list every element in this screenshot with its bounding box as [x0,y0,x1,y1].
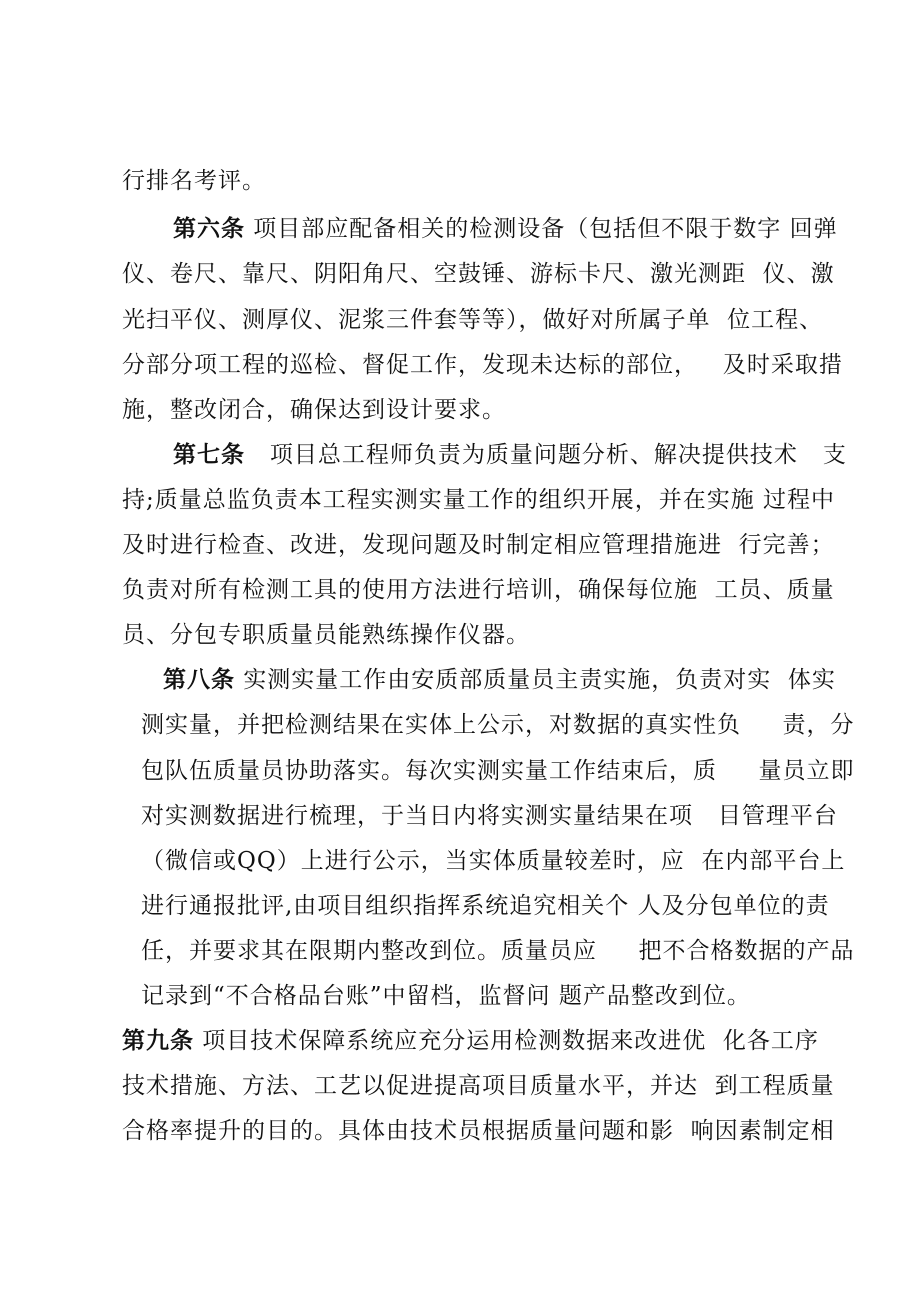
text-line [122,1026,819,1056]
text-line: 包队伍质量员协助落实。每次实测实量工作结束后，质 量员立即 [141,758,855,784]
text-line: 分部分项工程的巡检、督促工作，发现未达标的部位， 及时采取措 [122,352,843,378]
text-line: 任，并要求其在限期内整改到位。质量员应 把不合格数据的产品 [141,938,855,964]
text-span: 实测实量工作由安质部质量员主责实施，负责对实 体实 [235,667,836,693]
text-line: 及时进行检查、改进，发现问题及时制定相应管理措施进 行完善； [122,532,835,558]
text-line: 对实测数据进行梳理，于当日内将实测实量结果在项 目管理平台 [141,803,838,829]
text-line: 光扫平仪、测厚仪、泥浆三件套等等），做好对所属子单 位工程、 [122,307,824,333]
article-heading: 第九条 [122,1027,194,1054]
text-line: 持;质量总监负责本工程实测实量工作的组织开展，并在实施 过程中 [122,487,836,513]
text-line: （微信或QQ）上进行公示，当实体质量较差时，应 在内部平台上 [141,848,846,874]
text-span: 项目部应配备相关的检测设备（包括但不限于数字 回弹 [245,216,838,242]
text-line: 合格率提升的目的。具体由技术员根据质量问题和影 响因素制定相 [122,1118,835,1144]
text-line: 行排名考评。 [122,168,266,194]
article-heading: 第八条 [163,666,235,693]
text-line [163,665,836,695]
text-line: 记录到“不合格品台账”中留档，监督问 题产品整改到位。 [141,983,751,1009]
text-line: 测实量，并把检测结果在实体上公示，对数据的真实性负 责，分 [141,712,855,738]
text-line: 负责对所有检测工具的使用方法进行培训，确保每位施 工员、质量 [122,577,835,603]
text-line: 员、分包专职质量员能熟练操作仪器。 [122,622,530,648]
text-line: 进行通报批评,由项目组织指挥系统追究相关个 人及分包单位的责 [141,893,830,919]
text-line [173,214,838,244]
text-span: 项目技术保障系统应充分运用检测数据来改进优 化各工序 [194,1028,819,1054]
article-heading: 第六条 [173,215,245,242]
text-line: 技术措施、方法、工艺以促进提高项目质量水平，并达 到工程质量 [122,1073,835,1099]
text-span: 项目总工程师负责为质量问题分析、解决提供技术 支 [245,442,847,468]
text-line: 仪、卷尺、靠尺、阴阳角尺、空鼓锤、游标卡尺、激光测距 仪、激 [122,261,835,287]
article-heading: 第七条 [173,441,245,468]
text-line [173,440,847,470]
text-line: 施，整改闭合，确保达到设计要求。 [122,397,506,423]
